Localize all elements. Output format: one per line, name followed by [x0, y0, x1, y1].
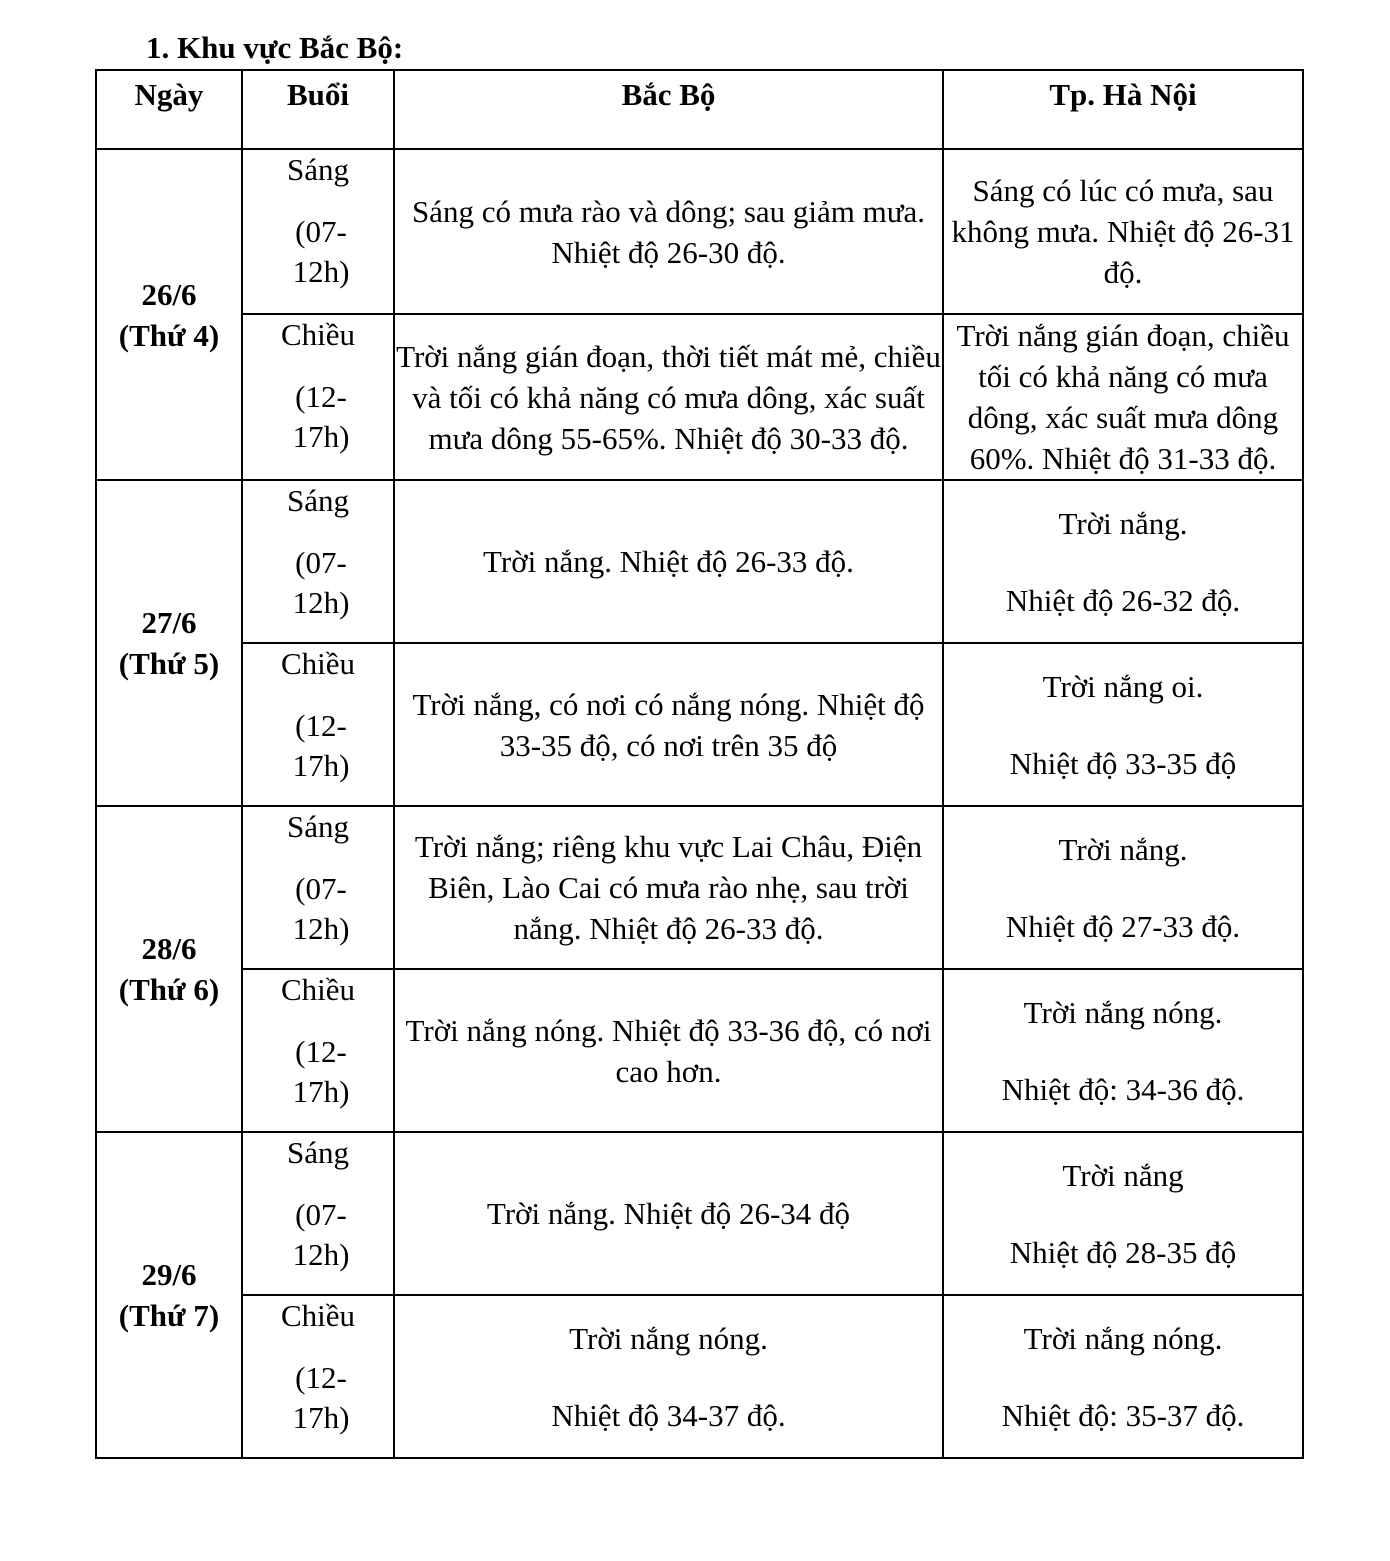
column-header-region: Bắc Bộ: [394, 70, 943, 149]
city-forecast-text: Trời nắng.: [1058, 831, 1188, 867]
session-cell: [242, 1132, 394, 1295]
table-row: [96, 969, 1303, 1132]
city-forecast-text: Trời nắng nóng.: [1023, 1320, 1223, 1356]
session-cell: [242, 643, 394, 806]
region-forecast-text: Sáng có mưa rào và dông; sau giảm mưa. Nhiệt độ 26-30 độ.: [411, 193, 926, 270]
day-cell: [96, 806, 242, 1132]
session-time: (12-17h): [292, 1360, 350, 1435]
session-name: Chiều: [280, 972, 356, 1007]
day-cell: [96, 149, 242, 480]
city-forecast-text: Nhiệt độ: 35-37 độ.: [1001, 1397, 1245, 1433]
day-date: 27/6: [141, 605, 197, 640]
table-row: [96, 314, 1303, 480]
session-cell: [242, 480, 394, 643]
city-forecast-cell: [943, 643, 1303, 806]
region-forecast-cell: [394, 480, 943, 643]
region-forecast-cell: [394, 643, 943, 806]
city-forecast-cell: [943, 1295, 1303, 1458]
column-header-day: Ngày: [96, 70, 242, 149]
session-time: (12-17h): [292, 708, 350, 783]
region-forecast-text: Trời nắng nóng. Nhiệt độ 33-36 độ, có nơi cao hơn.: [405, 1012, 932, 1089]
city-forecast-cell: [943, 806, 1303, 969]
region-forecast-cell: [394, 806, 943, 969]
table-header-row: [96, 70, 1303, 149]
city-forecast-text: Nhiệt độ 33-35 độ: [1009, 745, 1237, 781]
city-forecast-text: Trời nắng gián đoạn, chiều tối có khả năng có mưa dông, xác suất mưa dông 60%. Nhiệt độ 31-33 độ.: [956, 318, 1290, 476]
session-time: (12-17h): [292, 1034, 350, 1109]
city-forecast-text: Nhiệt độ: 34-36 độ.: [1001, 1071, 1245, 1107]
city-forecast-text: Nhiệt độ 26-32 độ.: [1005, 582, 1241, 618]
session-time: (12-17h): [292, 379, 350, 454]
session-name: Chiều: [280, 317, 356, 352]
table-body: [96, 149, 1303, 1458]
city-forecast-text: Trời nắng: [1062, 1157, 1184, 1193]
session-name: Sáng: [287, 1135, 349, 1170]
table-row: [96, 480, 1303, 643]
session-name: Chiều: [280, 646, 356, 681]
region-forecast-cell: [394, 314, 943, 480]
city-forecast-text: Nhiệt độ 27-33 độ.: [1005, 908, 1241, 944]
day-weekday: (Thứ 7): [118, 1298, 220, 1333]
session-cell: [242, 1295, 394, 1458]
section-heading: 1. Khu vực Bắc Bộ:: [146, 30, 404, 65]
table-row: [96, 149, 1303, 314]
session-name: Sáng: [287, 809, 349, 844]
city-forecast-text: Trời nắng nóng.: [1023, 994, 1223, 1030]
region-forecast-text: Trời nắng. Nhiệt độ 26-34 độ: [486, 1196, 851, 1231]
city-forecast-cell: [943, 480, 1303, 643]
table-row: [96, 806, 1303, 969]
day-weekday: (Thứ 6): [118, 972, 220, 1007]
region-forecast-text: Trời nắng, có nơi có nắng nóng. Nhiệt độ 33-35 độ, có nơi trên 35 độ: [412, 686, 925, 763]
region-forecast-cell: [394, 1295, 943, 1458]
session-cell: [242, 314, 394, 480]
region-forecast-text: Trời nắng nóng.: [569, 1320, 768, 1356]
city-forecast-cell: [943, 1132, 1303, 1295]
session-cell: [242, 969, 394, 1132]
city-forecast-cell: [943, 149, 1303, 314]
city-forecast-cell: [943, 314, 1303, 480]
table-row: [96, 1132, 1303, 1295]
column-header-session: Buổi: [242, 70, 394, 149]
session-cell: [242, 149, 394, 314]
session-cell: [242, 806, 394, 969]
weather-forecast-table: [95, 69, 1304, 1459]
day-date: 26/6: [141, 276, 197, 312]
session-time: (07-12h): [292, 545, 350, 620]
region-forecast-text: Trời nắng. Nhiệt độ 26-33 độ.: [483, 544, 854, 579]
day-weekday: (Thứ 4): [118, 317, 220, 353]
table-row: [96, 1295, 1303, 1458]
city-forecast-text: Sáng có lúc có mưa, sau không mưa. Nhiệt độ 26-31 độ.: [951, 173, 1295, 290]
city-forecast-text: Trời nắng oi.: [1042, 668, 1204, 704]
day-cell: [96, 1132, 242, 1458]
column-header-city: Tp. Hà Nội: [943, 70, 1303, 149]
region-forecast-cell: [394, 969, 943, 1132]
session-time: (07-12h): [292, 1197, 350, 1272]
session-name: Sáng: [287, 152, 349, 187]
day-cell: [96, 480, 242, 806]
city-forecast-text: Trời nắng.: [1058, 505, 1188, 541]
day-date: 29/6: [141, 1257, 197, 1292]
city-forecast-text: Nhiệt độ 28-35 độ: [1009, 1234, 1237, 1270]
region-forecast-cell: [394, 1132, 943, 1295]
session-time: (07-12h): [292, 214, 350, 289]
city-forecast-cell: [943, 969, 1303, 1132]
session-name: Chiều: [280, 1298, 356, 1333]
day-date: 28/6: [141, 931, 197, 966]
table-row: [96, 643, 1303, 806]
region-forecast-cell: [394, 149, 943, 314]
day-weekday: (Thứ 5): [118, 646, 220, 681]
region-forecast-text: Nhiệt độ 34-37 độ.: [551, 1397, 786, 1433]
session-name: Sáng: [287, 483, 349, 518]
region-forecast-text: Trời nắng; riêng khu vực Lai Châu, Điện Biên, Lào Cai có mưa rào nhẹ, sau trời nắng. Nhiệt độ 26-33 độ.: [414, 829, 923, 946]
session-time: (07-12h): [292, 871, 350, 946]
region-forecast-text: Trời nắng gián đoạn, thời tiết mát mẻ, chiều và tối có khả năng có mưa dông, xác suất mưa dông 55-65%. Nhiệt độ 30-33 độ.: [396, 338, 941, 456]
